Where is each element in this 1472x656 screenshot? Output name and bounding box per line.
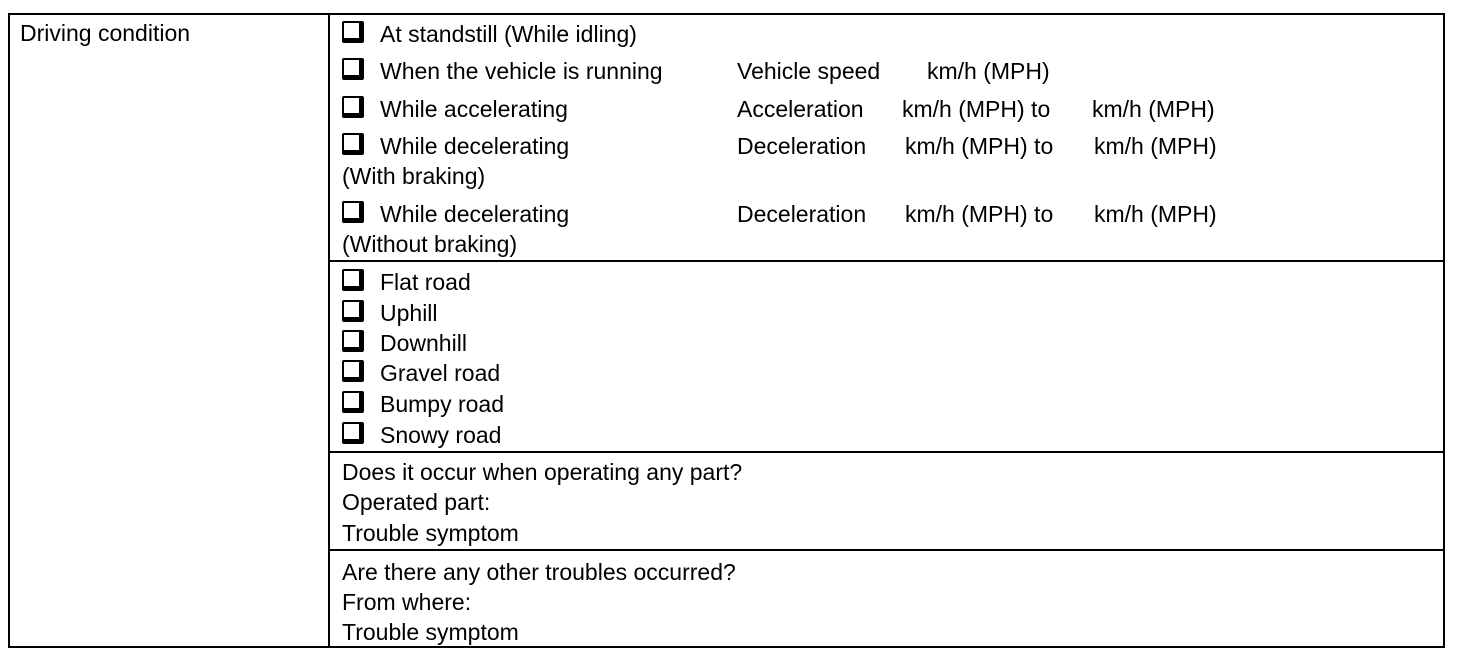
speed-from-unit: km/h (MPH) to	[902, 96, 1051, 122]
checkbox[interactable]	[342, 269, 364, 291]
speed-from-unit: km/h (MPH) to	[905, 133, 1054, 159]
road-label: Snowy road	[380, 422, 502, 448]
road-label: Downhill	[380, 330, 467, 356]
checkbox[interactable]	[342, 391, 364, 413]
speed-to-unit: km/h (MPH)	[1094, 201, 1217, 227]
vehicle-speed-label: Vehicle speed	[737, 58, 881, 84]
other-troubles-question: Are there any other troubles occurred?	[342, 559, 736, 585]
speed-from-unit: km/h (MPH) to	[905, 201, 1054, 227]
road-label: Flat road	[380, 269, 471, 295]
column-divider	[328, 13, 330, 648]
condition-label: When the vehicle is running	[380, 58, 663, 84]
row-divider	[328, 549, 1445, 551]
speed-unit: km/h (MPH)	[927, 58, 1050, 84]
checkbox[interactable]	[342, 330, 364, 352]
row-divider	[328, 451, 1445, 453]
checkbox[interactable]	[342, 300, 364, 322]
from-where-label: From where:	[342, 589, 472, 615]
row-divider	[328, 260, 1445, 262]
checkbox[interactable]	[342, 201, 364, 223]
condition-label: While decelerating	[380, 201, 570, 227]
form-table	[8, 13, 1445, 648]
deceleration-label: Deceleration	[737, 133, 867, 159]
operated-part-label: Operated part:	[342, 489, 491, 515]
condition-label: While decelerating	[380, 133, 570, 159]
road-label: Gravel road	[380, 360, 501, 386]
acceleration-label: Acceleration	[737, 96, 864, 122]
checkbox[interactable]	[342, 133, 364, 155]
speed-to-unit: km/h (MPH)	[1092, 96, 1215, 122]
speed-to-unit: km/h (MPH)	[1094, 133, 1217, 159]
condition-label: While accelerating	[380, 96, 568, 122]
checkbox[interactable]	[342, 422, 364, 444]
road-label: Bumpy road	[380, 391, 505, 417]
checkbox[interactable]	[342, 58, 364, 80]
driving-condition-label: Driving condition	[20, 20, 191, 46]
checkbox[interactable]	[342, 21, 364, 43]
road-label: Uphill	[380, 300, 438, 326]
deceleration-label: Deceleration	[737, 201, 867, 227]
trouble-symptom-label: Trouble symptom	[342, 619, 519, 645]
operation-question: Does it occur when operating any part?	[342, 459, 743, 485]
condition-sublabel: (With braking)	[342, 163, 486, 189]
checkbox[interactable]	[342, 360, 364, 382]
condition-sublabel: (Without braking)	[342, 231, 518, 257]
condition-label: At standstill (While idling)	[380, 21, 637, 47]
checkbox[interactable]	[342, 96, 364, 118]
trouble-symptom-label: Trouble symptom	[342, 520, 519, 546]
